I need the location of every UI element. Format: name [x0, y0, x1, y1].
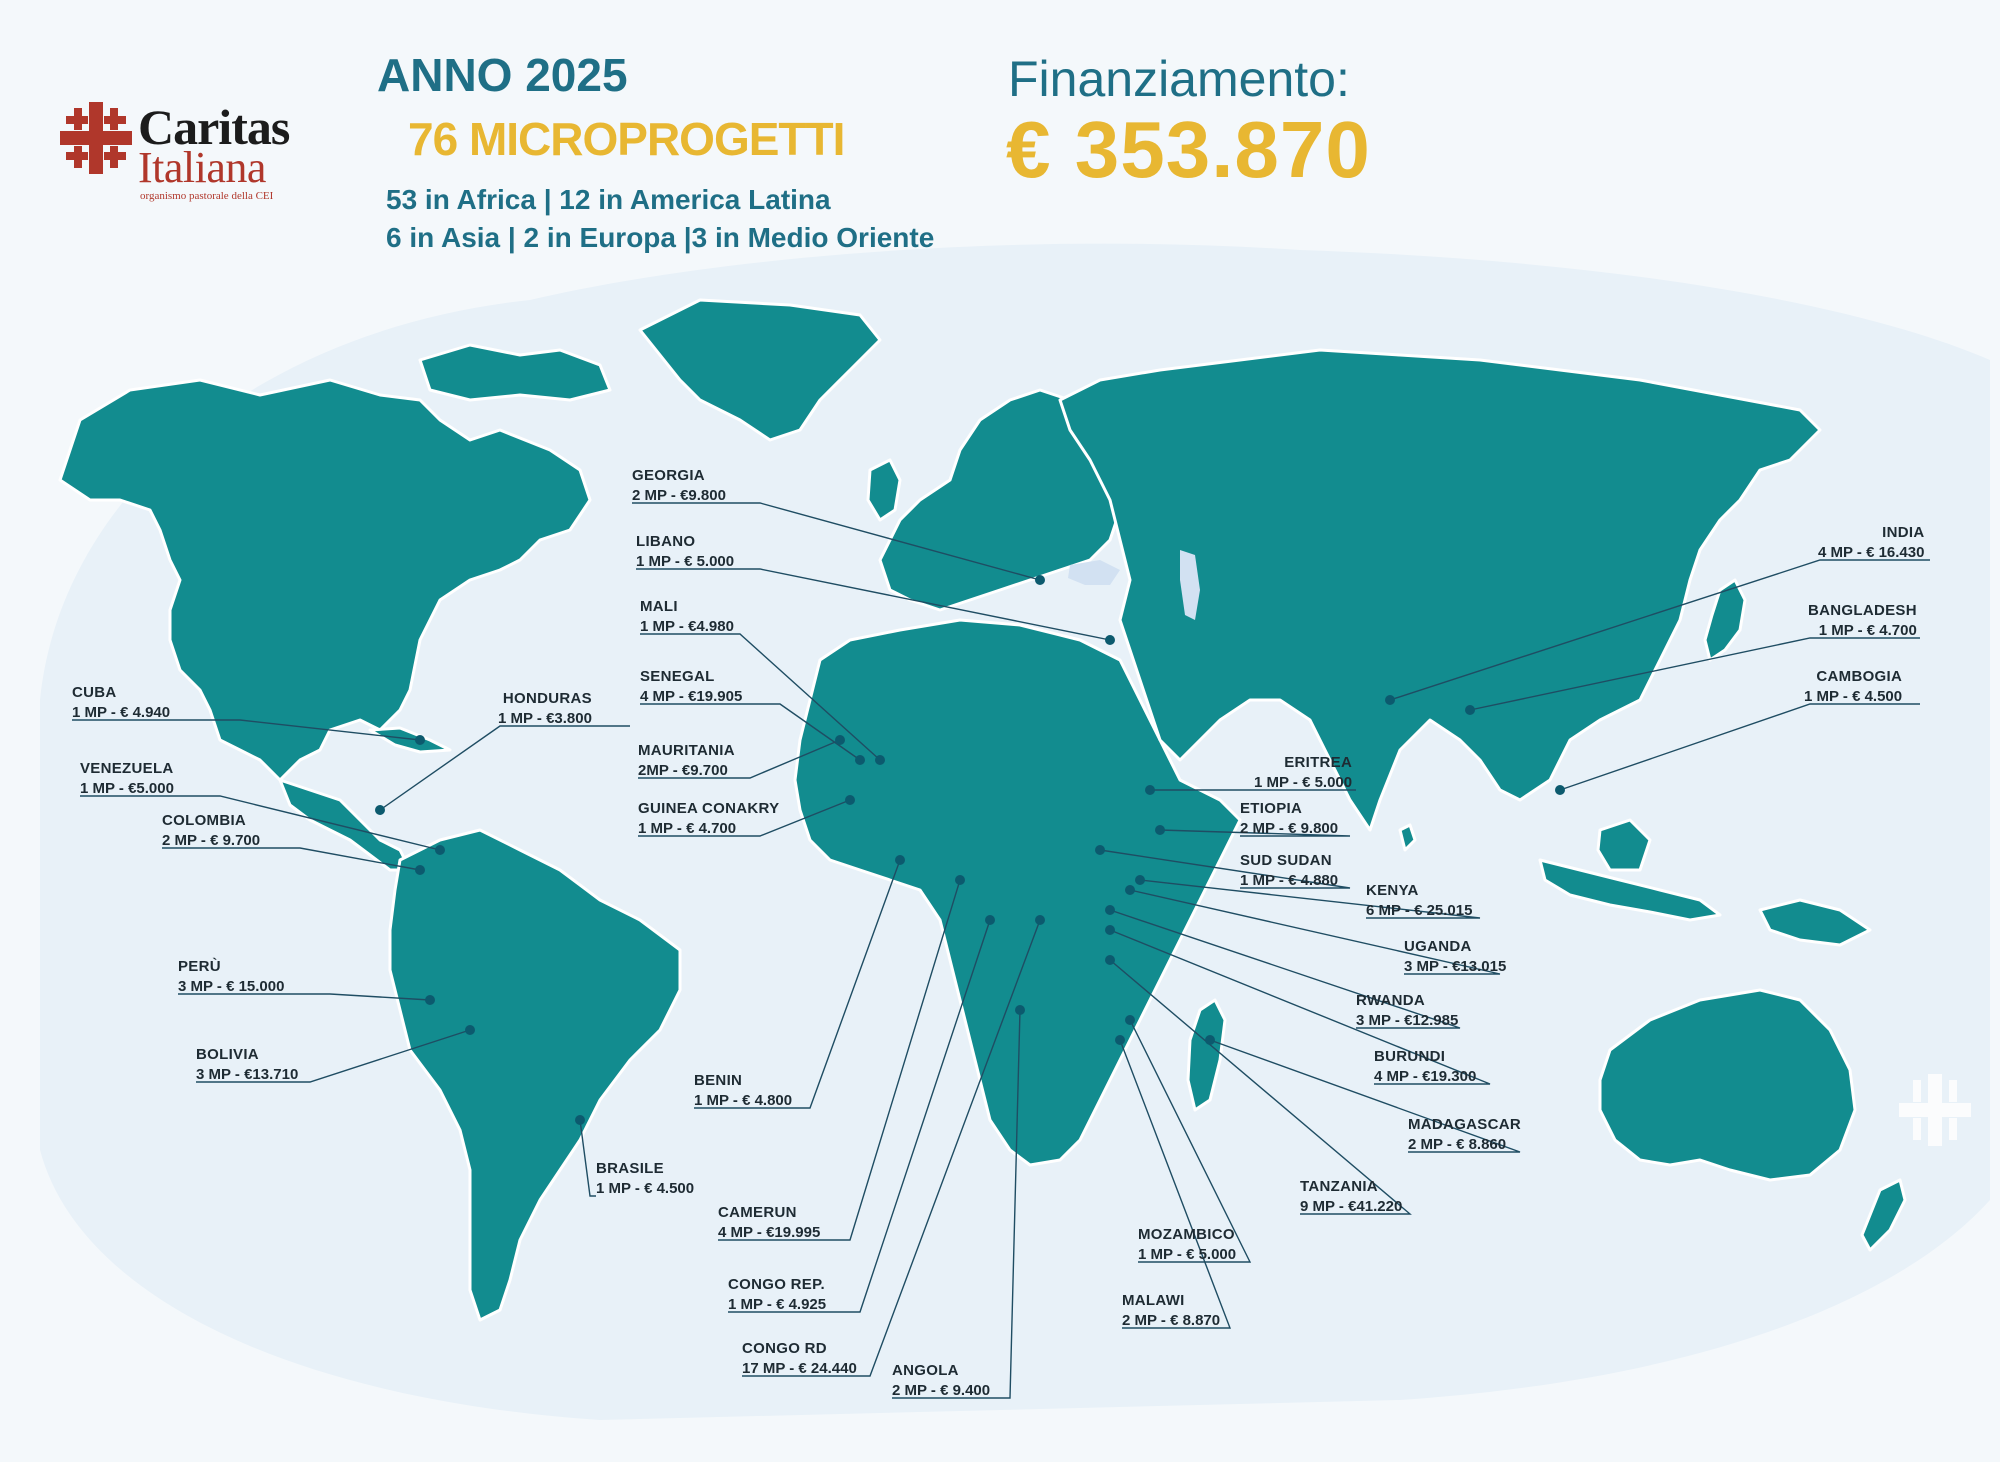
location-dot-angola — [1015, 1005, 1025, 1015]
asia — [1060, 350, 1820, 830]
country-name: ETIOPIA — [1240, 800, 1303, 817]
location-dot-mauritania — [835, 735, 845, 745]
leader-line-camerun — [718, 880, 960, 1240]
label-mali — [640, 598, 734, 635]
label-angola — [892, 1362, 990, 1399]
location-dot-colombia — [415, 865, 425, 875]
label-madagascar — [1408, 1116, 1521, 1153]
country-value: 1 MP - €3.800 — [498, 710, 592, 727]
location-dot-eritrea — [1145, 785, 1155, 795]
country-name: CAMERUN — [718, 1204, 797, 1221]
label-bangladesh — [1808, 602, 1917, 639]
country-name: GUINEA CONAKRY — [638, 800, 780, 817]
projects-count: 76 MICROPROGETTI — [408, 113, 845, 165]
location-dot-benin — [895, 855, 905, 865]
location-dot-india — [1385, 695, 1395, 705]
country-value: 4 MP - €19.300 — [1374, 1068, 1477, 1085]
location-dot-guinea — [845, 795, 855, 805]
country-name: RWANDA — [1356, 992, 1426, 1009]
country-name: MOZAMBICO — [1138, 1226, 1235, 1243]
country-name: MALI — [640, 598, 678, 615]
country-value: 1 MP - € 4.880 — [1240, 872, 1339, 889]
greenland — [640, 300, 880, 440]
label-india — [1818, 524, 1924, 561]
country-name: KENYA — [1366, 882, 1419, 899]
country-name: BENIN — [694, 1072, 743, 1089]
label-benin — [694, 1072, 792, 1109]
country-name: GEORGIA — [632, 467, 705, 484]
country-value: 1 MP - € 4.940 — [72, 704, 171, 721]
label-cuba — [72, 684, 170, 721]
country-name: BRASILE — [596, 1160, 664, 1177]
country-name: MADAGASCAR — [1408, 1116, 1521, 1133]
country-name: BOLIVIA — [196, 1046, 259, 1063]
country-value: 4 MP - €19.995 — [718, 1224, 821, 1241]
location-dot-mali — [875, 755, 885, 765]
country-name: CAMBOGIA — [1816, 668, 1903, 685]
borneo — [1598, 820, 1650, 870]
label-rwanda — [1356, 992, 1458, 1029]
country-name: CONGO RD — [742, 1340, 827, 1357]
uk — [868, 460, 900, 520]
label-malawi — [1122, 1292, 1220, 1329]
location-dot-madagascar — [1205, 1035, 1215, 1045]
location-dot-honduras — [375, 805, 385, 815]
location-dot-kenya — [1135, 875, 1145, 885]
label-guinea-conakry — [638, 800, 779, 837]
country-name: INDIA — [1882, 524, 1925, 541]
label-libano — [636, 533, 734, 570]
country-value: 1 MP - € 4.700 — [1818, 622, 1917, 639]
country-name: VENEZUELA — [80, 760, 174, 777]
label-peru — [178, 958, 284, 995]
country-name: SUD SUDAN — [1240, 852, 1332, 869]
funding-label: Finanziamento: — [1008, 51, 1350, 107]
location-dot-bolivia — [465, 1025, 475, 1035]
leader-line-benin — [694, 860, 900, 1108]
country-value: 9 MP - €41.220 — [1300, 1198, 1403, 1215]
funding-amount: € 353.870 — [1006, 105, 1371, 194]
label-etiopia — [1240, 800, 1338, 837]
country-value: 1 MP - € 4.500 — [596, 1180, 695, 1197]
location-dot-sud-sudan — [1095, 845, 1105, 855]
location-dot-cambogia — [1555, 785, 1565, 795]
country-name: ANGOLA — [892, 1362, 959, 1379]
label-bolivia — [196, 1046, 298, 1083]
new-guinea — [1760, 900, 1870, 945]
label-camerun — [718, 1204, 820, 1241]
label-cambogia — [1804, 668, 1902, 705]
label-eritrea — [1254, 754, 1352, 791]
country-value: 1 MP - € 4.925 — [728, 1296, 827, 1313]
country-name: UGANDA — [1404, 938, 1472, 955]
logo-text-caritas: Caritas — [138, 99, 290, 155]
label-congo-rd — [742, 1340, 857, 1377]
sri-lanka — [1400, 825, 1415, 850]
country-name: SENEGAL — [640, 668, 715, 685]
country-value: 1 MP - € 5.000 — [636, 553, 735, 570]
country-name: HONDURAS — [502, 690, 592, 707]
label-uganda — [1404, 938, 1506, 975]
country-name: PERÙ — [178, 958, 221, 975]
label-kenya — [1366, 882, 1472, 919]
country-value: 2MP - €9.700 — [638, 762, 728, 779]
country-name: CUBA — [72, 684, 117, 701]
label-georgia — [632, 467, 726, 504]
cuba — [370, 728, 450, 752]
location-dot-bangladesh — [1465, 705, 1475, 715]
location-dot-camerun — [955, 875, 965, 885]
breakdown-line-1: 53 in Africa | 12 in America Latina — [386, 184, 831, 215]
country-value: 2 MP - € 8.870 — [1122, 1312, 1221, 1329]
south-america — [390, 830, 680, 1320]
label-mauritania — [638, 742, 735, 779]
country-name: LIBANO — [636, 533, 696, 550]
country-value: 2 MP - € 8.860 — [1408, 1136, 1507, 1153]
label-venezuela — [80, 760, 174, 797]
country-name: MALAWI — [1122, 1292, 1185, 1309]
location-dot-rwanda — [1105, 905, 1115, 915]
label-honduras — [498, 690, 592, 727]
location-dot-congo-rep — [985, 915, 995, 925]
australia — [1600, 990, 1855, 1180]
location-dot-venezuela — [435, 845, 445, 855]
year-title: ANNO 2025 — [377, 49, 628, 101]
label-tanzania — [1300, 1178, 1402, 1215]
madagascar — [1188, 1000, 1225, 1110]
leader-line-congo-rep — [728, 920, 990, 1312]
location-dot-libano — [1105, 635, 1115, 645]
location-dot-etiopia — [1155, 825, 1165, 835]
label-brasile — [596, 1160, 694, 1197]
logo-text-italiana: Italiana — [138, 143, 266, 192]
location-dot-senegal — [855, 755, 865, 765]
breakdown-line-2: 6 in Asia | 2 in Europa |3 in Medio Oriente — [386, 222, 935, 253]
country-value: 4 MP - € 16.430 — [1818, 544, 1925, 561]
country-value: 1 MP - € 5.000 — [1254, 774, 1353, 791]
country-name: COLOMBIA — [162, 812, 247, 829]
location-dot-burundi — [1105, 925, 1115, 935]
label-senegal — [640, 668, 742, 705]
label-sud-sudan — [1240, 852, 1338, 889]
country-value: 2 MP - € 9.700 — [162, 832, 261, 849]
country-name: CONGO REP. — [728, 1276, 825, 1293]
country-value: 1 MP - €4.980 — [640, 618, 734, 635]
country-value: 4 MP - €19.905 — [640, 688, 743, 705]
country-value: 3 MP - €12.985 — [1356, 1012, 1459, 1029]
location-dot-tanzania — [1105, 955, 1115, 965]
country-value: 3 MP - € 15.000 — [178, 978, 285, 995]
country-value: 1 MP - € 5.000 — [1138, 1246, 1237, 1263]
country-value: 1 MP - € 4.700 — [638, 820, 737, 837]
label-burundi — [1374, 1048, 1476, 1085]
country-value: 3 MP - €13.015 — [1404, 958, 1507, 975]
japan — [1705, 580, 1745, 660]
leader-line-cambogia — [1560, 704, 1920, 790]
country-value: 2 MP - € 9.800 — [1240, 820, 1339, 837]
location-dot-congo-rd — [1035, 915, 1045, 925]
location-dot-peru — [425, 995, 435, 1005]
country-name: BANGLADESH — [1808, 602, 1917, 619]
country-value: 6 MP - € 25.015 — [1366, 902, 1473, 919]
country-value: 1 MP - €5.000 — [80, 780, 174, 797]
label-colombia — [162, 812, 260, 849]
country-name: MAURITANIA — [638, 742, 735, 759]
country-value: 2 MP - €9.800 — [632, 487, 726, 504]
country-value: 3 MP - €13.710 — [196, 1066, 299, 1083]
location-dot-brasile — [575, 1115, 585, 1125]
caritas-watermark-icon — [1895, 1070, 1975, 1150]
country-value: 1 MP - € 4.800 — [694, 1092, 793, 1109]
logo-subtitle: organismo pastorale della CEI — [140, 190, 274, 202]
country-name: BURUNDI — [1374, 1048, 1446, 1065]
continents — [60, 300, 1905, 1320]
location-dot-mozambico — [1125, 1015, 1135, 1025]
country-value: 2 MP - € 9.400 — [892, 1382, 991, 1399]
arctic-islands — [420, 345, 610, 400]
country-name: ERITREA — [1284, 754, 1353, 771]
location-dot-malawi — [1115, 1035, 1125, 1045]
label-mozambico — [1138, 1226, 1236, 1263]
country-value: 1 MP - € 4.500 — [1804, 688, 1903, 705]
location-dot-georgia — [1035, 575, 1045, 585]
label-congo-rep — [728, 1276, 826, 1313]
location-dot-uganda — [1125, 885, 1135, 895]
country-value: 17 MP - € 24.440 — [742, 1360, 857, 1377]
location-dot-cuba — [415, 735, 425, 745]
country-name: TANZANIA — [1300, 1178, 1378, 1195]
new-zealand — [1862, 1180, 1905, 1250]
